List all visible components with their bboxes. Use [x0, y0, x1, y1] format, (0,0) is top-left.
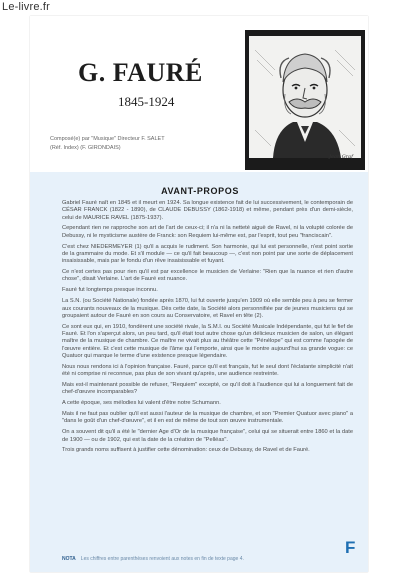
- composer-name: G. FAURÉ: [78, 58, 203, 87]
- credits-line-2: (Réf. Index) (F. GIRONDAIS): [50, 145, 121, 151]
- paragraph-13: Trois grands noms suffisent à justifier cette dénomination: ceux de Debussy, de Ravel et de Fauré.: [62, 447, 310, 454]
- paragraph-9: Mais est-il maintenant possible de refuser, "Requiem" excepté, ce qu'il doit à l'audience qui lui a longuement fait de chef-d'œuvre incomparables?: [62, 381, 353, 396]
- composer-portrait: [245, 30, 365, 170]
- nota-text: Les chiffres entre parenthèses renvoient aux notes en fin de texte page 4.: [80, 556, 244, 562]
- paragraph-12: On a souvent dit qu'il a été le "dernier Age d'Or de la musique française", celui qui se situerait entre 1860 et la date de 1900 — ou de 1902, qui est la date de la création de "Pelléas".: [62, 429, 353, 443]
- paragraph-11: Mais il ne faut pas oublier qu'il est aussi l'auteur de la musique de chambre, et son "Premier Quatuor avec piano" a "dans le goût d'un chef-d'œuvre", et il en est de même de tout son œuvre instrumentale.: [62, 411, 353, 425]
- paragraph-6: La S.N. (ou Société Nationale) fondée après 1870, lui fut ouverte jusqu'en 1909 où elle semble peu à peu se fermer aux courants nouveaux de la musique. Dès cette date, la Société alors personnifiée par de jeunes musiciens qui se groupaient autour de Fauré en son cours au Conservatoire, et Ravel en tête (2).: [62, 298, 353, 319]
- paragraph-4: Ce n'est certes pas pour rien qu'il est par excellence le musicien de Verlaine: "Rien que la nuance et rien d'autre chose", disait Verlaine. L'art de Fauré est nuance.: [62, 269, 353, 283]
- nota-label: NOTA: [62, 556, 76, 562]
- composer-years: 1845-1924: [118, 94, 175, 109]
- watermark-text: Le-livre.fr: [2, 1, 51, 13]
- paragraph-3: C'est chez NIEDERMEYER (1) qu'il a acquis le rudiment. Son harmonie, qui lui est personnelle, n'est point sortie de la grammaire du mode. Et s'il module — ce qu'il fait beaucoup —, c'est non point par une sorte de déplacement insaisissable, mais par le fondu d'un rêve insaisissable et fuyant.: [62, 243, 353, 265]
- paragraph-10: A cette époque, ses mélodies lui valent d'être notre Schumann.: [62, 400, 221, 407]
- paragraph-2: Cependant rien ne rapproche son art de l'art de ceux-ci; il n'a ni la netteté aiguë de Ravel, ni la volupté colorée de Debussy, ni le mysticisme austère de Franck: son Requiem lui-même est, par l'esprit, tout peu "franciscain".: [62, 225, 353, 239]
- paragraph-5: Fauré fut longtemps presque inconnu.: [62, 287, 158, 294]
- portrait-drawing: [245, 30, 365, 170]
- credits-line-1: Composé(e) par "Musique" Directeur F. SALET: [50, 136, 165, 142]
- paragraph-8: Nous nous rendons ici à l'opinion française. Fauré, parce qu'il est français, fut le seul dont l'éclatante simplicité n'ait été ni comprise ni reconnue, pas plus de son vivant qu'après, une audience restreinte.: [62, 363, 353, 378]
- portrait-signature: Jean Graf: [329, 154, 353, 160]
- section-heading: AVANT-PROPOS: [161, 186, 239, 196]
- article-body: [62, 200, 353, 458]
- footnote-nota: [62, 556, 342, 562]
- credits-block: [50, 135, 230, 153]
- paragraph-1: Gabriel Fauré naît en 1845 et il meurt en 1924. Sa longue existence fait de lui successivement, le contemporain de CÉSAR FRANCK (1822 - 1890), de CLAUDE DEBUSSY (1862-1918) et même, pendant près d'un demi-siècle, celui de MAURICE RAVEL (1875-1937).: [62, 200, 353, 221]
- section-letter: F: [345, 538, 356, 557]
- paragraph-7: Ce sont eux qui, en 1910, fondèrent une société rivale, la S.M.I. ou Société Musicale Indépendante, qui fut le fief de Fauré. Et l'on s'aperçut alors, un peu tard, qu'il était tout autre chose qu'un délicieux musicien de salon, un élégant maître de la musique de chambre. Ce maître ne vivait plus au théâtre cette "Pénélope" qui est comme l'apogée de l'œuvre entière. Et c'est cette musique de l'âme qui l'emporte, ainsi que le montre aujourd'hui sa grande vogue: ce Quatuor qui marque le terme d'une existence presque légendaire.: [62, 323, 353, 359]
